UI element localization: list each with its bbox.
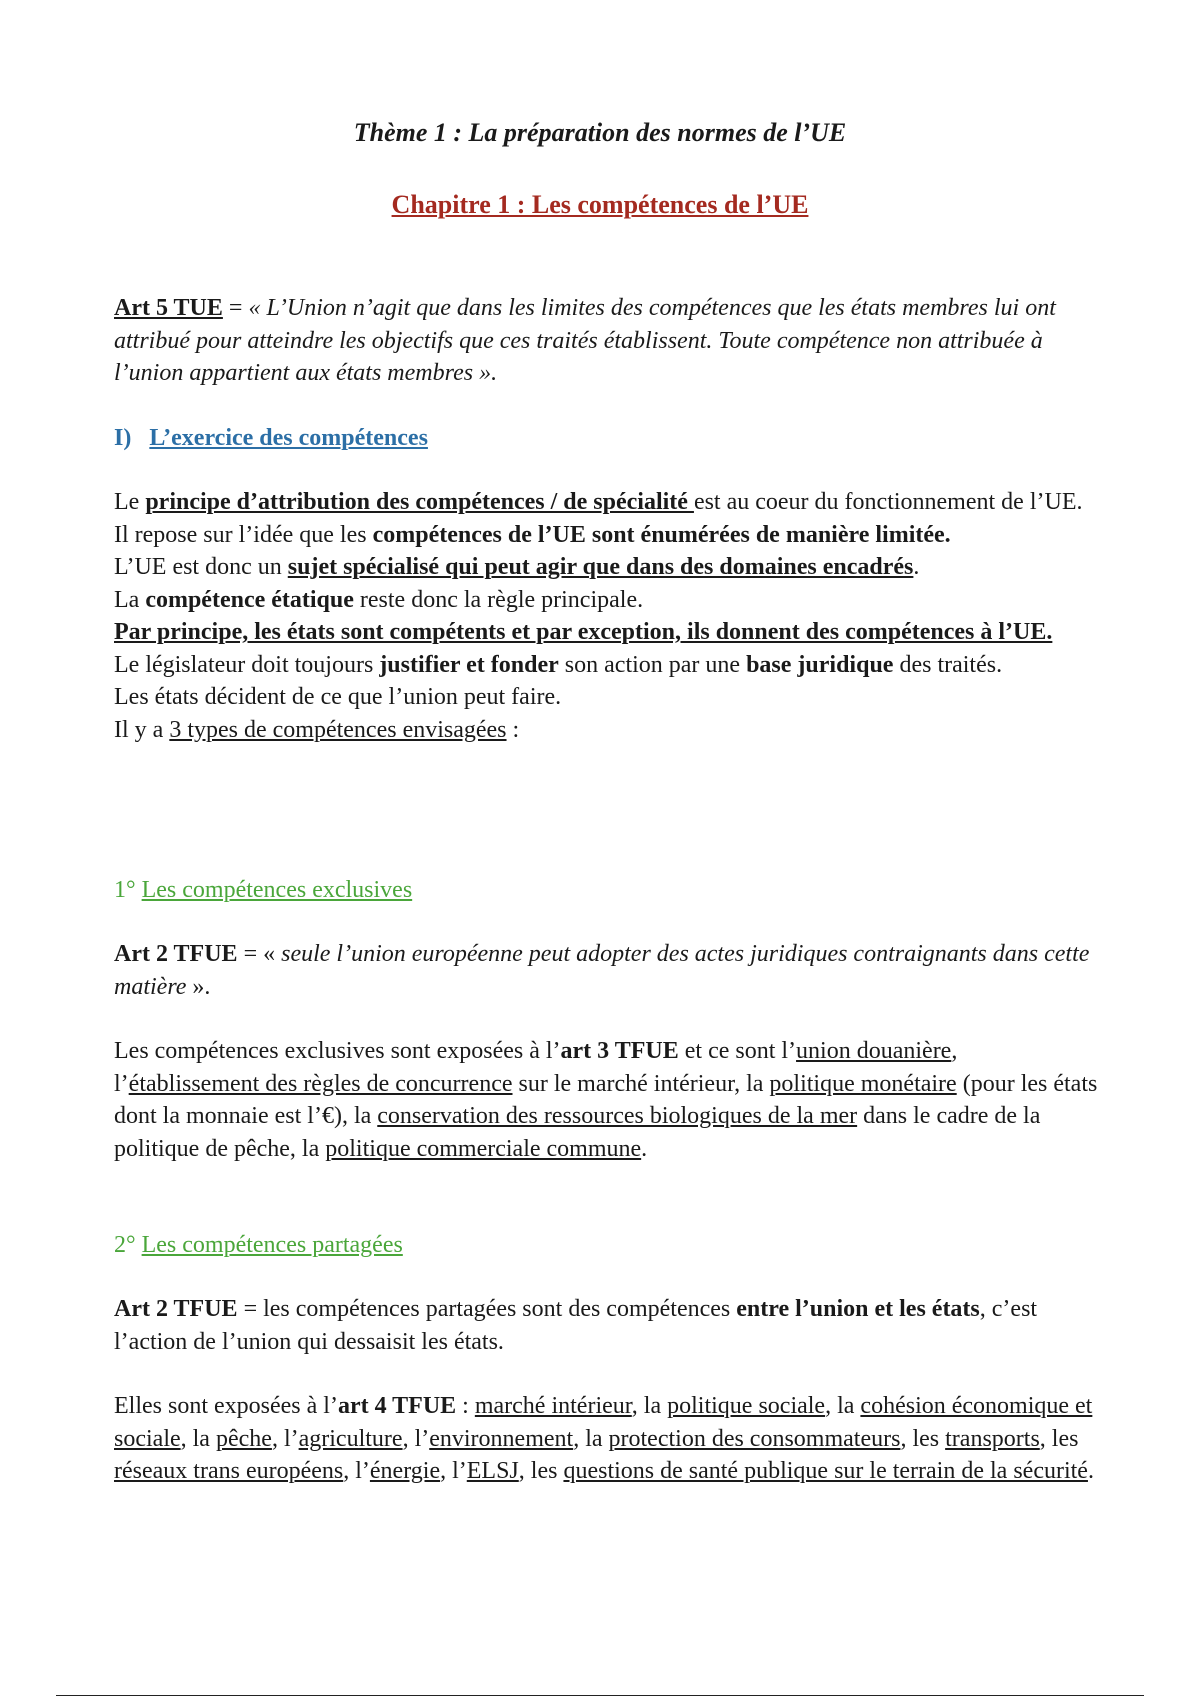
equals-sign: =	[222, 295, 249, 321]
paragraph	[114, 584, 1104, 617]
competence-item: questions de santé publique sur le terrain de la sécurité	[563, 1458, 1088, 1484]
intro-paragraph	[114, 292, 1104, 390]
paragraph	[114, 551, 1104, 584]
section-body	[114, 486, 1104, 746]
competence-item: pêche	[215, 1425, 272, 1452]
text-run: Le législateur doit toujours	[114, 651, 380, 678]
paragraph: Les états décident de ce que l’union peut faire.	[114, 684, 562, 710]
principle-statement: Par principe, les états sont compétents et par exception, ils donnent des compétences à l’UE.	[114, 619, 1053, 645]
key-term: compétences de l’UE sont énumérées de manière limitée.	[372, 521, 951, 548]
text-run: Les compétences exclusives sont exposées à l’	[114, 1038, 561, 1064]
article-reference: art 3 TFUE	[560, 1038, 679, 1064]
text-run: ».	[186, 973, 211, 1000]
text-run: , les	[1039, 1425, 1079, 1452]
section-title: L’exercice des compétences	[149, 425, 428, 451]
competence-item: cohésion économique et sociale	[114, 1393, 1093, 1452]
article-definition	[114, 938, 1104, 1003]
key-term: sujet spécialisé qui peut agir que dans des domaines encadrés	[287, 554, 914, 580]
text-run: , l’	[343, 1458, 370, 1484]
key-term: justifier et fonder	[379, 651, 559, 678]
paragraph	[114, 486, 1104, 519]
competence-item: réseaux trans européens	[114, 1458, 344, 1484]
subsection-title: Les compétences partagées	[141, 1232, 403, 1258]
subsection-title: Les compétences exclusives	[141, 877, 413, 903]
competence-item: transports	[945, 1425, 1040, 1452]
exclusive-competences-paragraph	[114, 1035, 1104, 1165]
competence-item: conservation des ressources biologiques de la mer	[377, 1103, 858, 1129]
text-run: L’UE est donc un	[114, 554, 288, 580]
text-run: :	[456, 1393, 475, 1419]
article-reference: Art 5 TUE	[114, 295, 223, 321]
section-heading	[114, 422, 1104, 455]
competence-item: politique monétaire	[769, 1070, 957, 1097]
section-number: I)	[114, 425, 132, 451]
key-term: 3 types de compétences envisagées	[169, 716, 507, 743]
key-term: compétence étatique	[145, 586, 354, 613]
text-run: Il y a	[114, 716, 170, 743]
text-run: , l’	[271, 1425, 299, 1452]
key-term: principe d’attribution des compétences / de spécialité	[145, 489, 694, 515]
article-reference: Art 2 TFUE	[114, 1296, 238, 1322]
text-run: Le	[114, 489, 146, 515]
subsection-heading	[114, 1229, 1104, 1262]
competence-item: union douanière	[796, 1038, 952, 1064]
text-run: des traités.	[893, 651, 1003, 678]
text-run: .	[641, 1135, 648, 1162]
chapter-title: Chapitre 1 : Les compétences de l’UE	[391, 190, 809, 219]
text-run: , l’	[402, 1425, 430, 1452]
text-run: .	[1087, 1458, 1094, 1484]
article-reference: Art 2 TFUE	[114, 941, 238, 967]
theme-title: Thème 1 : La préparation des normes de l’UE	[353, 118, 847, 147]
text-run: et ce sont l’	[678, 1038, 797, 1064]
text-run: La	[114, 586, 146, 613]
article-quote: seule l’union européenne peut adopter des actes juridiques contraignants dans cette matière	[114, 941, 1090, 1000]
text-run: :	[506, 716, 520, 743]
text-run: (pour les états dont la monnaie est l’€), la	[114, 1070, 1098, 1129]
competence-item: politique sociale	[667, 1393, 826, 1419]
text-run: , la	[180, 1425, 216, 1452]
article-definition	[114, 1293, 1104, 1358]
subsection-number: 1°	[114, 877, 136, 903]
competence-item: protection des consommateurs	[608, 1425, 901, 1452]
paragraph	[114, 714, 1104, 747]
text-run: , la	[825, 1393, 861, 1419]
text-run: , les	[518, 1458, 564, 1484]
subsection-number: 2°	[114, 1232, 136, 1258]
intro-quote: « L’Union n’agit que dans les limites des compétences que les états membres lui ont attribué pour atteindre les objectifs que ces traités établissent. Toute compétence non attribuée à l’union appartient aux états membres ».	[114, 295, 1056, 386]
competence-item: agriculture	[298, 1425, 403, 1452]
footer-divider	[56, 1695, 1144, 1696]
paragraph	[114, 649, 1104, 682]
text-run: , les	[900, 1425, 946, 1452]
text-run: , c’est l’action de l’union qui dessaisit les états.	[114, 1296, 1038, 1355]
key-term: entre l’union et les états	[736, 1296, 980, 1322]
text-run: sur le marché intérieur, la	[512, 1070, 770, 1097]
competence-item: politique commerciale commune	[325, 1135, 642, 1162]
competence-item: énergie	[369, 1458, 441, 1484]
subsection-heading	[114, 874, 1104, 907]
paragraph	[114, 519, 1104, 552]
text-run: , la	[573, 1425, 609, 1452]
text-run: = les compétences partagées sont des compétences	[237, 1296, 737, 1322]
shared-competences-paragraph	[114, 1390, 1104, 1488]
competence-item: environnement	[429, 1425, 574, 1452]
text-run: reste donc la règle principale.	[353, 586, 644, 613]
text-run: .	[913, 554, 920, 580]
competence-item: ELSJ	[466, 1458, 519, 1484]
text-run: , la	[631, 1393, 668, 1419]
article-reference: art 4 TFUE	[337, 1393, 457, 1419]
competence-item: établissement des règles de concurrence	[128, 1070, 513, 1097]
key-term: base juridique	[746, 651, 894, 678]
text-run: Elles sont exposées à l’	[114, 1393, 338, 1419]
text-run: = «	[237, 941, 282, 967]
text-run: Il repose sur l’idée que les	[114, 521, 373, 548]
text-run: est au coeur du fonctionnement de l’UE.	[693, 489, 1083, 515]
text-run: , l’	[114, 1038, 958, 1097]
text-run: son action par une	[558, 651, 747, 678]
text-run: , l’	[440, 1458, 467, 1484]
competence-item: marché intérieur	[474, 1393, 632, 1419]
text-run: dans le cadre de la politique de pêche, la	[114, 1103, 1041, 1162]
